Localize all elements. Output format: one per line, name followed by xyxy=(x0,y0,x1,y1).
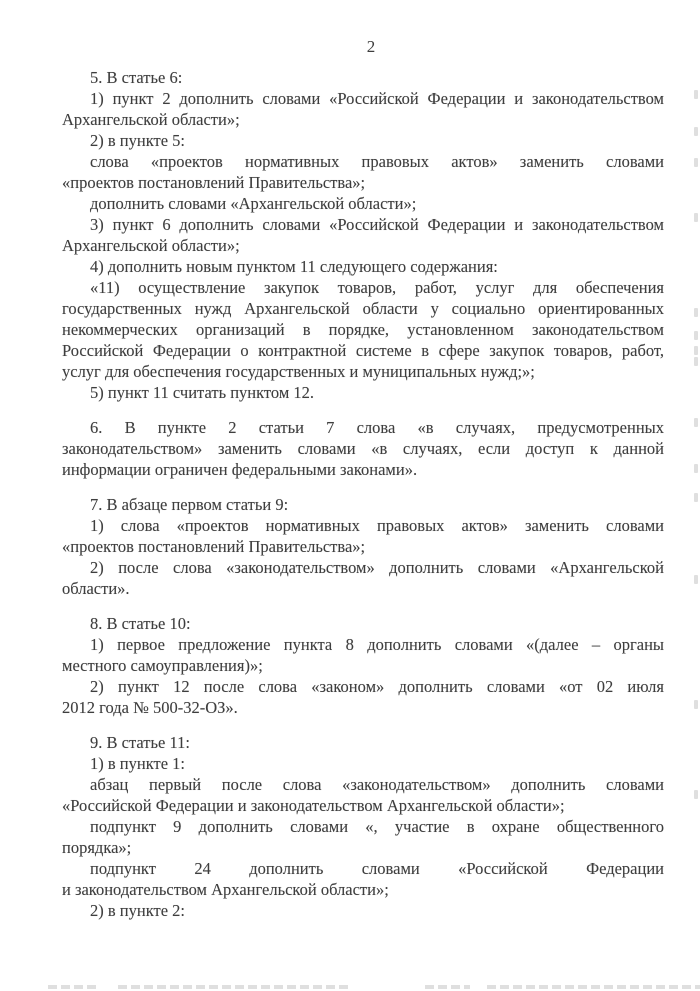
paragraph xyxy=(62,214,664,256)
text-line: слова «проектов нормативных правовых актов» заменить словами xyxy=(90,152,664,171)
scan-artifact-mark xyxy=(694,127,698,136)
text-line: 2) в пункте 5: xyxy=(90,131,185,150)
text-line: 2) пункт 12 после слова «законом» дополнить словами «от 02 июля xyxy=(90,677,664,696)
text-line: 7. В абзаце первом статьи 9: xyxy=(90,495,289,514)
text-line: 8. В статье 10: xyxy=(90,614,191,633)
text-line: «проектов постановлений Правительства»; xyxy=(62,173,366,192)
text-line: 2) в пункте 2: xyxy=(90,901,185,920)
scan-artifact-dashes xyxy=(48,985,98,989)
scan-artifact-dashes xyxy=(425,985,470,989)
paragraph xyxy=(62,858,664,900)
scan-artifact-mark xyxy=(694,346,698,355)
paragraph xyxy=(62,67,664,88)
document-body xyxy=(62,67,664,921)
paragraph xyxy=(62,774,664,816)
paragraph xyxy=(62,557,664,599)
text-line: «проектов постановлений Правительства»; xyxy=(62,537,366,556)
text-line: абзац первый после слова «законодательством» дополнить словами xyxy=(90,775,664,794)
text-line: 2) после слова «законодательством» дополнить словами «Архангельской xyxy=(90,558,664,577)
text-line: Архангельской области»; xyxy=(62,236,240,255)
paragraph xyxy=(62,382,664,403)
text-line: 2012 года № 500-32-ОЗ». xyxy=(62,698,238,717)
text-line: 1) слова «проектов нормативных правовых актов» заменить словами xyxy=(90,516,664,535)
paragraph xyxy=(62,277,664,382)
paragraph xyxy=(62,494,664,515)
scan-artifact-mark xyxy=(694,575,698,584)
paragraph xyxy=(62,515,664,557)
text-line: 5) пункт 11 считать пунктом 12. xyxy=(90,383,315,402)
scan-artifact-mark xyxy=(694,308,698,317)
scan-artifact-dashes xyxy=(118,985,348,989)
paragraph xyxy=(62,88,664,130)
scan-artifact-mark xyxy=(694,357,698,366)
text-line: информации ограничен федеральными законами». xyxy=(62,460,418,479)
paragraph xyxy=(62,634,664,676)
paragraph xyxy=(62,130,664,151)
paragraph xyxy=(62,753,664,774)
scan-artifact-mark xyxy=(694,213,698,222)
text-line: 1) в пункте 1: xyxy=(90,754,185,773)
page-number: 2 xyxy=(366,37,376,56)
text-line: законодательством» заменить словами «в случаях, если доступ к данной xyxy=(62,439,664,458)
text-line: 6. В пункте 2 статьи 7 слова «в случаях, предусмотренных xyxy=(90,418,664,437)
scan-artifact-dashes xyxy=(487,985,700,989)
scan-artifact-mark xyxy=(694,493,698,502)
text-line: порядка»; xyxy=(62,838,132,857)
paragraph xyxy=(62,732,664,753)
text-line: и законодательством Архангельской области»; xyxy=(62,880,389,899)
paragraph xyxy=(62,900,664,921)
text-line: местного самоуправления)»; xyxy=(62,656,263,675)
paragraph xyxy=(62,417,664,480)
text-line: дополнить словами «Архангельской области»; xyxy=(90,194,417,213)
scan-artifact-mark xyxy=(694,158,698,167)
text-line: 5. В статье 6: xyxy=(90,68,183,87)
text-line: «Российской Федерации и законодательством Архангельской области»; xyxy=(62,796,565,815)
text-line: Архангельской области»; xyxy=(62,110,240,129)
paragraph xyxy=(62,613,664,634)
text-line: 9. В статье 11: xyxy=(90,733,190,752)
scan-artifact-mark xyxy=(694,90,698,99)
text-line: 1) пункт 2 дополнить словами «Российской Федерации и законодательством xyxy=(90,89,664,108)
paragraph xyxy=(62,816,664,858)
text-line: 3) пункт 6 дополнить словами «Российской Федерации и законодательством xyxy=(90,215,664,234)
text-line: некоммерческих организаций в порядке, установленном законодательством xyxy=(62,320,664,339)
scan-artifact-mark xyxy=(694,464,698,473)
text-line: 1) первое предложение пункта 8 дополнить словами «(далее – органы xyxy=(90,635,664,654)
text-line: «11) осуществление закупок товаров, работ, услуг для обеспечения xyxy=(90,278,664,297)
text-line: государственных нужд Архангельской области у социально ориентированных xyxy=(62,299,664,318)
text-line: подпункт 24 дополнить словами «Российской Федерации xyxy=(90,859,664,878)
scan-artifact-mark xyxy=(694,790,698,799)
paragraph xyxy=(62,256,664,277)
paragraph xyxy=(62,193,664,214)
text-line: услуг для обеспечения государственных и муниципальных нужд;»; xyxy=(62,362,535,381)
scan-artifact-mark xyxy=(694,700,698,709)
text-line: Российской Федерации о контрактной системе в сфере закупок товаров, работ, xyxy=(62,341,664,360)
paragraph xyxy=(62,676,664,718)
scan-artifact-mark xyxy=(694,331,698,340)
text-line: области». xyxy=(62,579,130,598)
text-line: подпункт 9 дополнить словами «, участие в охране общественного xyxy=(90,817,664,836)
paragraph xyxy=(62,151,664,193)
text-line: 4) дополнить новым пунктом 11 следующего содержания: xyxy=(90,257,498,276)
scan-artifact-mark xyxy=(694,418,698,427)
